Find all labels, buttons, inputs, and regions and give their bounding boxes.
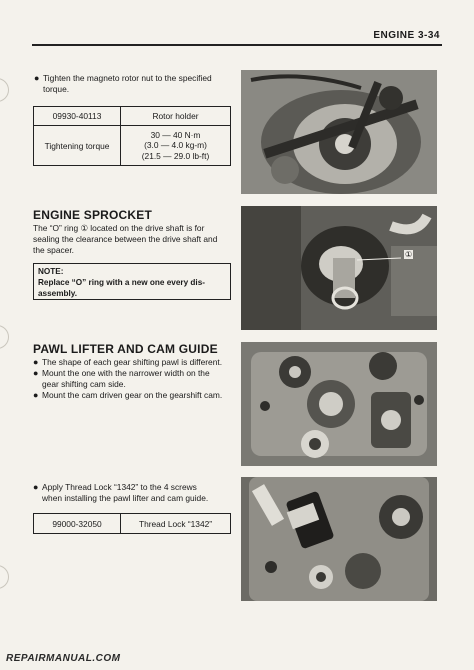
list-item-line: gear shifting cam side. bbox=[42, 379, 126, 389]
torque-nm: 30 — 40 N·m bbox=[150, 129, 201, 140]
table-cell: Rotor holder bbox=[121, 107, 231, 126]
para-line: The “O” ring ① located on the drive shaft is for bbox=[33, 223, 205, 233]
table-cell: Tightening torque bbox=[34, 126, 121, 166]
binder-hole bbox=[0, 565, 9, 589]
note-line: Replace “O” ring with a new one every dis- bbox=[38, 278, 205, 287]
repairmanual-watermark: REPAIRMANUAL.COM bbox=[6, 653, 121, 664]
rotor-nut-instruction bbox=[34, 73, 229, 95]
pawl-lifter-heading: PAWL LIFTER AND CAM GUIDE bbox=[33, 342, 218, 356]
page-header: ENGINE 3-34 bbox=[373, 30, 440, 41]
instruction-line: Apply Thread Lock “1342” to the 4 screws bbox=[42, 482, 197, 492]
table-row bbox=[34, 107, 231, 126]
para-line: the spacer. bbox=[33, 245, 74, 256]
thread-lock-illustration bbox=[241, 477, 437, 601]
gearshift-cam-photo bbox=[241, 342, 437, 466]
thread-lock-instruction bbox=[33, 482, 233, 504]
instruction-line: when installing the pawl lifter and cam guide. bbox=[42, 493, 209, 503]
header-rule bbox=[32, 44, 442, 46]
magneto-rotor-photo bbox=[241, 70, 437, 194]
engine-sprocket-description bbox=[33, 223, 233, 257]
gearshift-cam-illustration bbox=[241, 342, 437, 466]
pawl-lifter-instructions bbox=[33, 357, 233, 401]
torque-kgm: (3.0 — 4.0 kg-m) bbox=[144, 140, 207, 151]
thread-lock-instruction-text bbox=[42, 482, 208, 504]
list-item-text: Mount the cam driven gear on the gearshift cam. bbox=[42, 390, 223, 400]
magneto-rotor-illustration bbox=[241, 70, 437, 194]
note-box bbox=[33, 263, 231, 300]
para-line: sealing the clearance between the drive shaft and bbox=[33, 234, 218, 245]
o-ring-callout-label: ① bbox=[405, 250, 413, 259]
thread-lock-photo bbox=[241, 477, 437, 601]
list-item bbox=[33, 357, 233, 368]
table-cell: 09930-40113 bbox=[34, 107, 121, 126]
table-cell bbox=[121, 126, 231, 166]
list-item-text bbox=[42, 368, 210, 390]
binder-hole bbox=[0, 325, 9, 349]
bullet-icon: ● bbox=[33, 482, 39, 492]
list-item-text: The shape of each gear shifting pawl is different. bbox=[42, 357, 223, 367]
binder-hole bbox=[0, 78, 9, 102]
table-cell: Thread Lock “1342” bbox=[121, 514, 231, 534]
engine-sprocket-heading: ENGINE SPROCKET bbox=[33, 208, 153, 222]
note-title: NOTE: bbox=[38, 267, 64, 276]
rotor-spec-table bbox=[33, 106, 231, 166]
bullet-icon: ● bbox=[34, 73, 40, 83]
table-row bbox=[34, 126, 231, 166]
torque-lbft: (21.5 — 29.0 lb-ft) bbox=[141, 150, 210, 161]
list-item-line: Mount the one with the narrower width on the bbox=[42, 368, 210, 378]
bullet-icon: ● bbox=[33, 357, 39, 367]
note-line: assembly. bbox=[38, 289, 77, 298]
table-row bbox=[34, 514, 231, 534]
sprocket-o-ring-photo bbox=[241, 206, 437, 330]
list-item bbox=[33, 390, 233, 401]
list-item bbox=[33, 368, 233, 390]
thread-lock-table bbox=[33, 513, 231, 534]
bullet-icon: ● bbox=[33, 368, 39, 378]
rotor-nut-instruction-text: Tighten the magneto rotor nut to the specified torque. bbox=[43, 73, 212, 94]
sprocket-illustration bbox=[241, 206, 437, 330]
table-cell: 99000-32050 bbox=[34, 514, 121, 534]
bullet-icon: ● bbox=[33, 390, 39, 400]
